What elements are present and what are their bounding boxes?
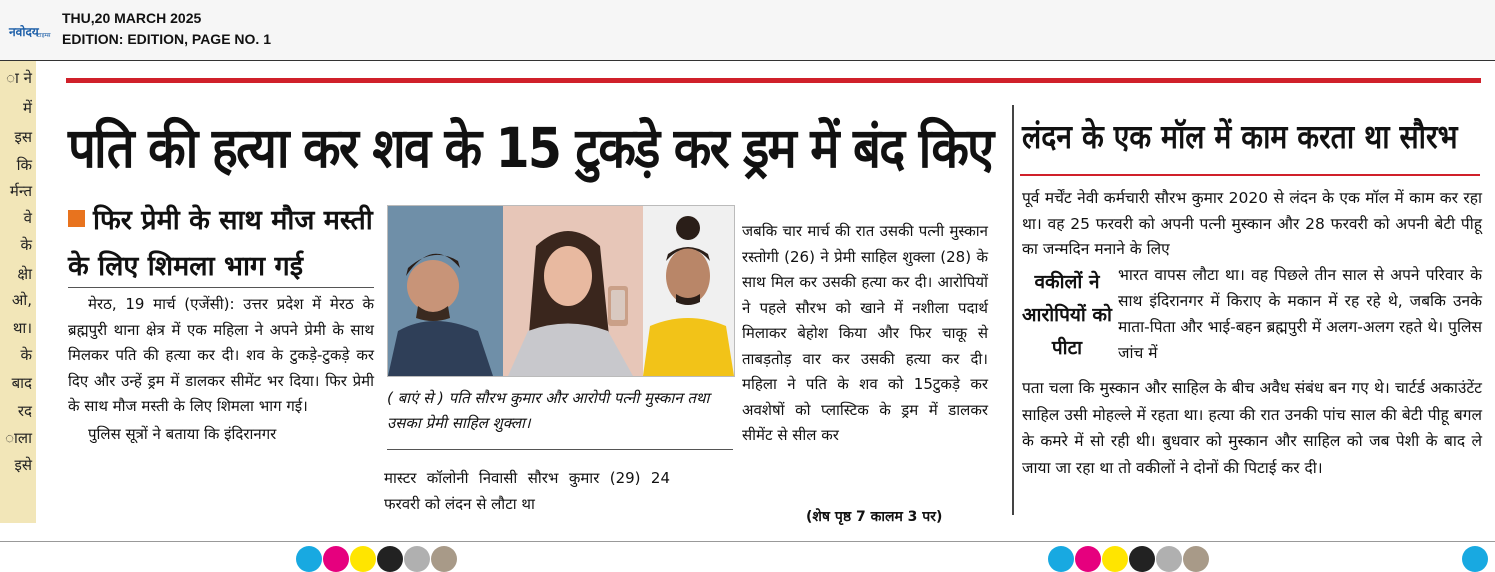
registration-mark-icon xyxy=(1156,546,1182,572)
photo-collage-illustration xyxy=(388,206,734,376)
side-headline-rule xyxy=(1020,174,1480,176)
subheadline-text: फिर प्रेमी के साथ मौज मस्ती के लिए शिमला भाग गई xyxy=(68,205,373,282)
main-column-2: मास्टर कॉलोनी निवासी सौरभ कुमार (29) 24 फरवरी को लंदन से लौटा था xyxy=(384,469,670,513)
strip-line: ा ने xyxy=(6,69,32,87)
strip-line: के xyxy=(20,236,32,254)
strip-line: कि xyxy=(16,156,32,174)
registration-mark-icon xyxy=(350,546,376,572)
strip-line: क्षेा xyxy=(17,265,32,283)
strip-line: बाद xyxy=(11,374,32,392)
registration-mark-icon xyxy=(1102,546,1128,572)
strip-line: रद xyxy=(17,402,32,420)
strip-line: के xyxy=(20,346,32,364)
column-3-text: जबकि चार मार्च की रात उसकी पत्नी मुस्कान रस्तोगी (26) ने प्रेमी साहिल शुक्ला (28) के साथ मिल कर उसकी हत्या कर दी। आरोपियों ने पहले सौरभ को खाने में नशीला पदार्थ मिलाकर बेहोश किया और फिर चाकू से ताबड़तोड़ वार कर उसकी हत्या कर दी। महिला ने पति के शव को 15टुकड़े कर अवशेषों को प्लास्टिक के ड्रम में डालकर सीमेंट से सील कर xyxy=(742,222,988,444)
strip-line: ओ, xyxy=(11,291,32,309)
subhead-rule xyxy=(68,287,374,288)
side-para-wrap: भारत वापस लौटा था। वह पिछले तीन साल से अपने परिवार के साथ इंदिरानगर में किराए के मकान में रह रहे थे, जबकि उनके माता-पिता और भाई-बहन ब्रह्मपुरी में अलग-अलग रहते थे। पुलिस जांच में xyxy=(1118,266,1482,362)
main-headline: पति की हत्या कर शव के 15 टुकड़े कर ड्रम में बंद किए xyxy=(68,116,993,180)
newspaper-logo xyxy=(8,20,52,42)
date-line: THU,20 MARCH 2025 xyxy=(62,10,202,26)
photo-caption: ( बाएं से ) पति सौरभ कुमार और आरोपी पत्नी मुस्कान तथा उसका प्रेमी साहिल शुक्ला। xyxy=(387,389,710,432)
svg-text:टाइम्स: टाइम्स xyxy=(37,32,51,39)
side-headline: लंदन के एक मॉल में काम करता था सौरभ xyxy=(1022,117,1458,156)
strip-line: ाला xyxy=(5,429,32,447)
registration-mark-icon xyxy=(1129,546,1155,572)
edition-line: EDITION: EDITION, PAGE NO. 1 xyxy=(62,31,271,47)
registration-mark-icon xyxy=(1048,546,1074,572)
registration-mark-icon xyxy=(431,546,457,572)
print-bottom-edge xyxy=(0,541,1495,557)
paragraph: पुलिस सूत्रों ने बताया कि इंदिरानगर xyxy=(88,424,277,443)
strip-line: वे xyxy=(23,209,32,227)
subheadline xyxy=(68,198,378,290)
main-column-3 xyxy=(742,219,988,449)
registration-mark-icon xyxy=(404,546,430,572)
side-para-top: पूर्व मर्चेंट नेवी कर्मचारी सौरभ कुमार 2020 से लंदन के एक मॉल में काम कर रहा था। वह 25 फरवरी को अपनी पत्नी मुस्कान और 28 फरवरी को अपनी बेटी पीहू का जन्मदिन मनाने के लिए xyxy=(1022,189,1482,258)
registration-mark-icon xyxy=(323,546,349,572)
svg-text:नवोदय: नवोदय xyxy=(9,25,39,39)
story-photo xyxy=(387,205,735,377)
side-para-bottom: पता चला कि मुस्कान और साहिल के बीच अवैध संबंध बन गए थे। चार्टर्ड अकाउंटेंट साहिल उसी मोहल्ले में रहता था। हत्या की रात उनकी पांच साल की बेटी पीहू बगल के कमरे में सो रही थी। बुधवार को मुस्कान और साहिल को जब पेशी के बाद ले जाया जा रहा था तो वकीलों ने दोनों की पिटाई कर दी। xyxy=(1022,379,1482,477)
registration-mark-icon xyxy=(1075,546,1101,572)
strip-line: इस xyxy=(14,128,32,146)
column-divider xyxy=(1012,105,1014,515)
strip-line: र्मन्त xyxy=(9,182,32,200)
pull-quote-box: वकीलों ने आरोपियों को पीटा xyxy=(1022,271,1112,359)
continued-jump-line: (शेष पृष्ठ 7 कालम 3 पर) xyxy=(806,509,943,525)
strip-line: में xyxy=(23,99,32,117)
registration-mark-icon xyxy=(1462,546,1488,572)
strip-line: था। xyxy=(12,319,32,337)
caption-rule xyxy=(387,449,733,450)
bullet-square-icon xyxy=(68,210,85,227)
lead-paragraph: मेरठ, 19 मार्च (एजेंसी): उत्तर प्रदेश में मेरठ के ब्रह्मपुरी थाना क्षेत्र में एक महिला ने अपने प्रेमी के साथ मिलकर पति की हत्या कर दी। शव के टुकड़े-टुकड़े कर दिए और उन्हें ड्रम में डालकर सीमेंट भर दिया। फिर प्रेमी के साथ मौज मस्ती के लिए शिमला भाग गई। xyxy=(68,295,374,415)
registration-mark-icon xyxy=(296,546,322,572)
registration-mark-icon xyxy=(1183,546,1209,572)
main-column-1 xyxy=(68,292,374,447)
strip-line: इसे xyxy=(14,456,32,474)
registration-mark-icon xyxy=(377,546,403,572)
top-red-rule xyxy=(66,78,1481,83)
